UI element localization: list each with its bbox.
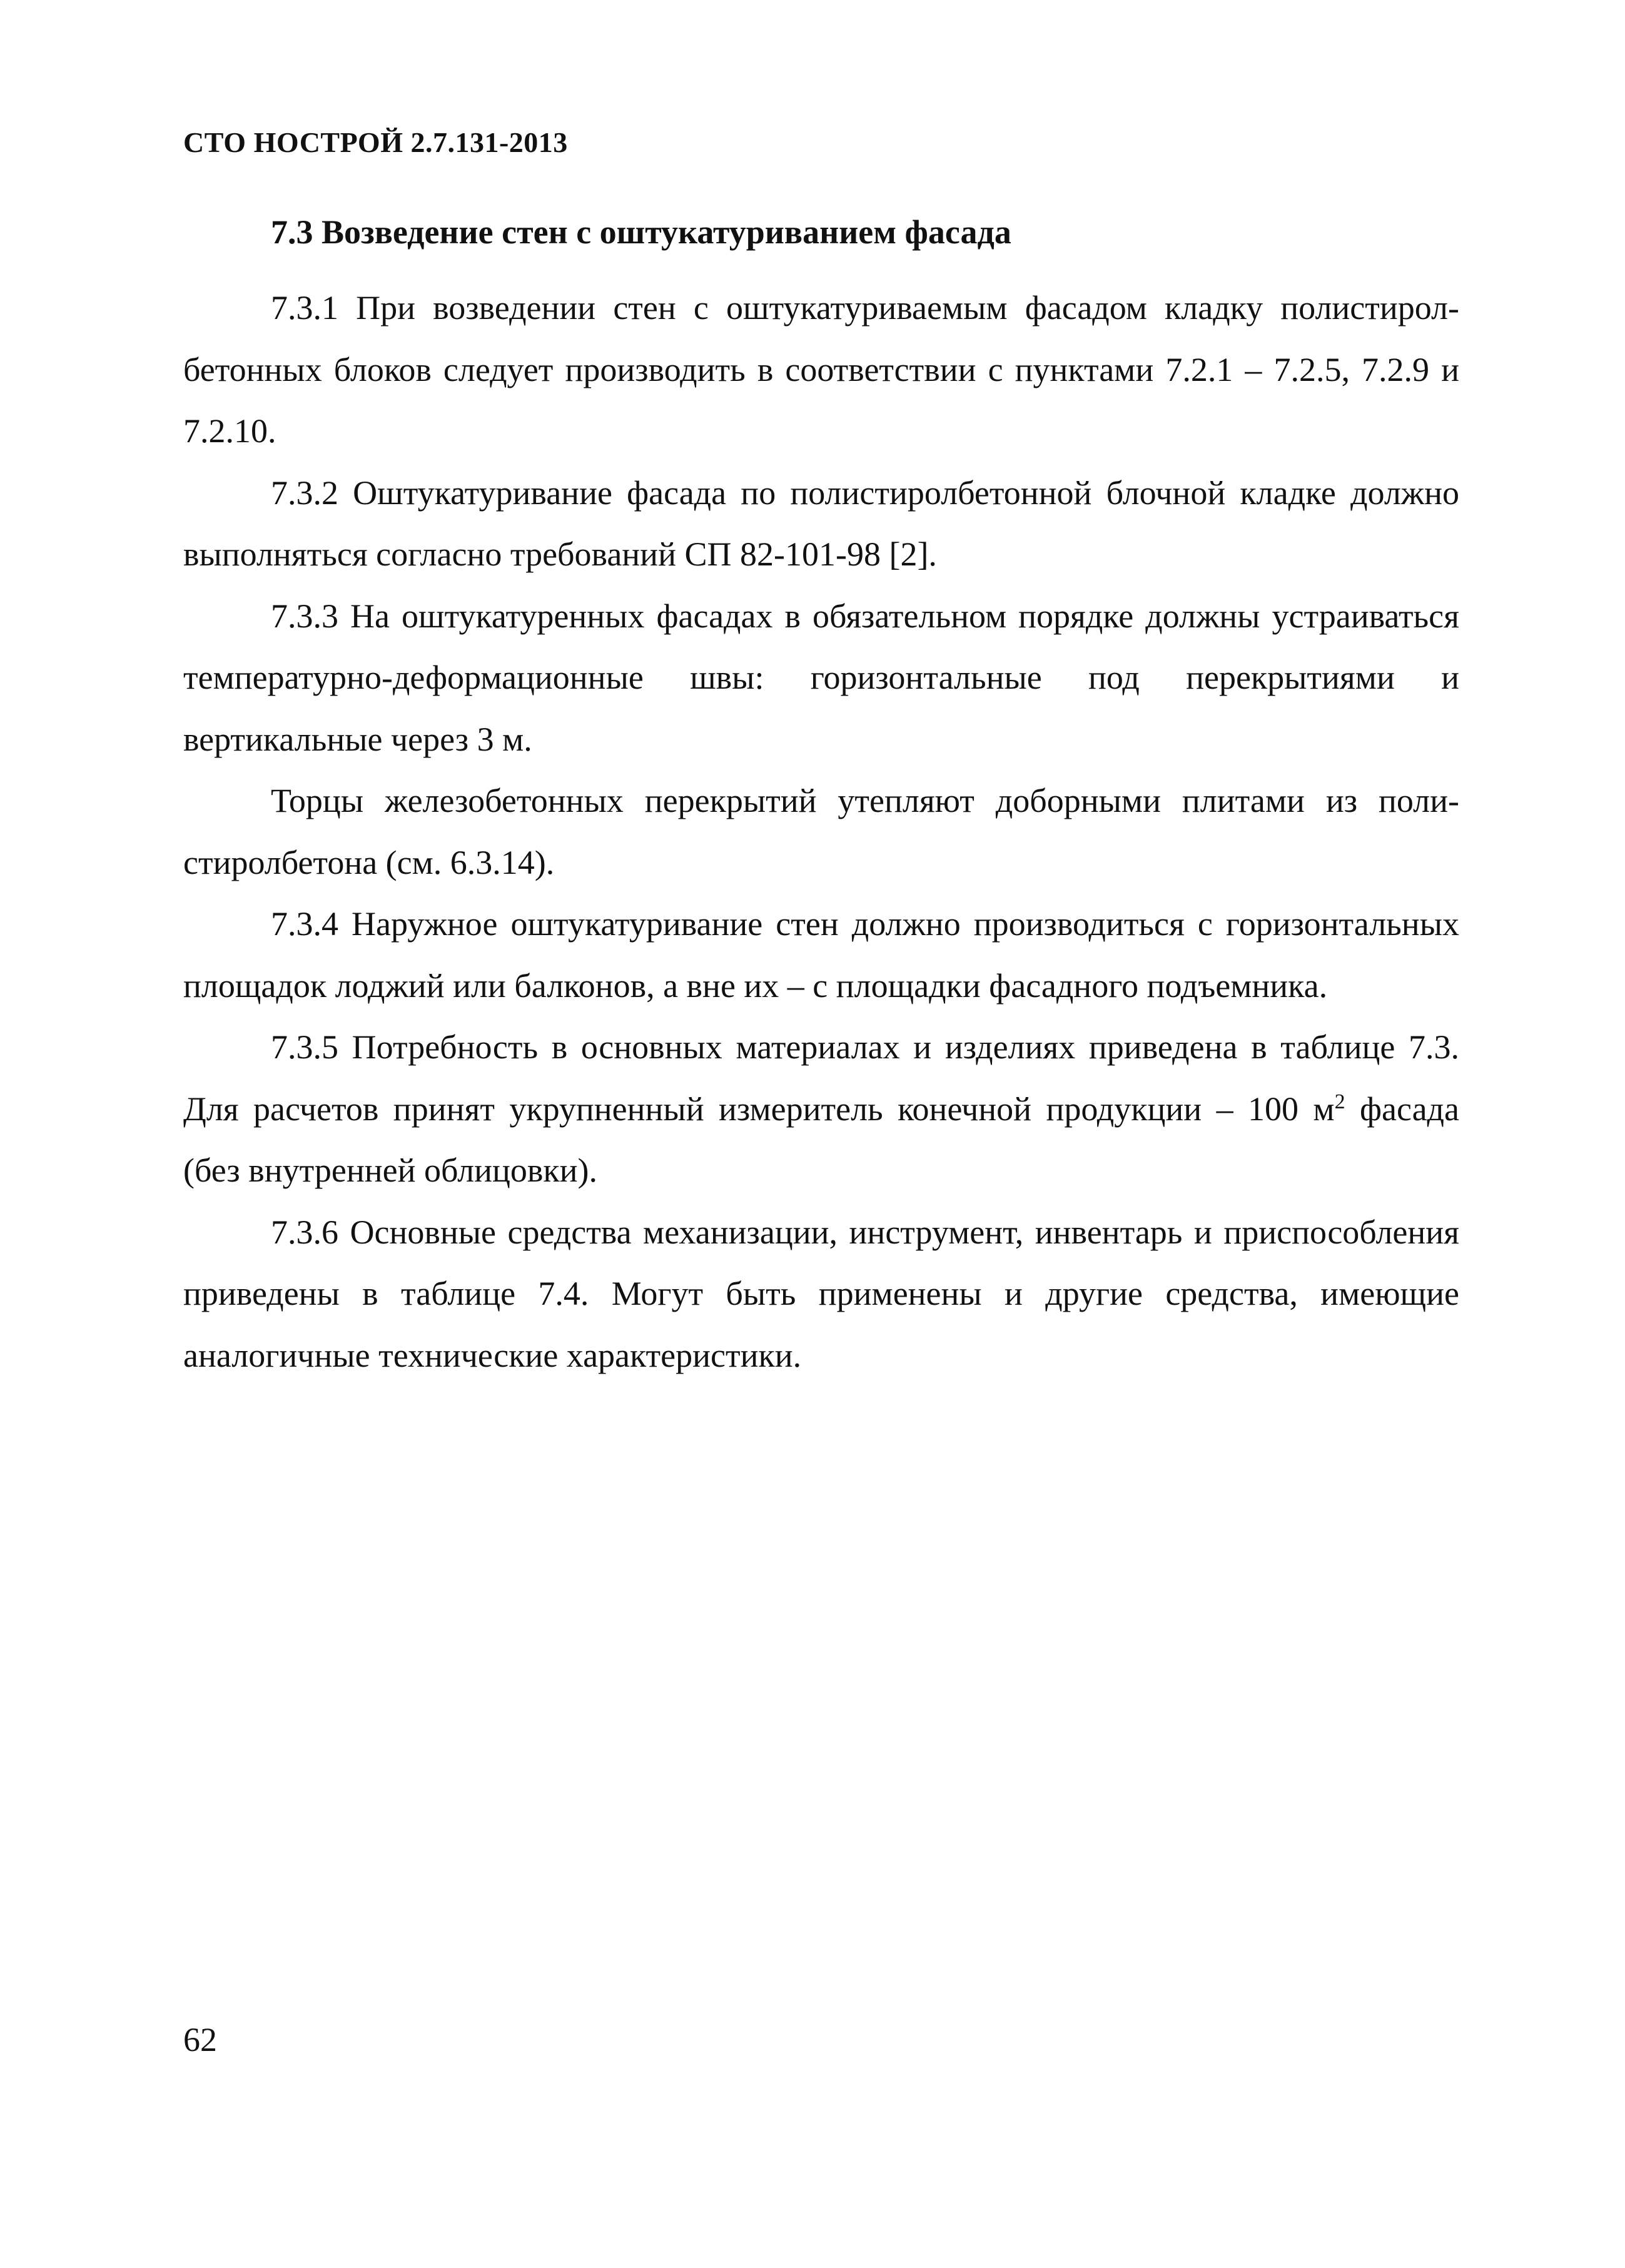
paragraph-7-3-5-text-end: фасада (без внутренней облицовки). — [183, 1090, 1459, 1189]
section-title: 7.3 Возведение стен с оштукатуриванием фасада — [271, 213, 1011, 251]
document-code-header: СТО НОСТРОЙ 2.7.131-2013 — [183, 126, 568, 158]
paragraph-7-3-4: 7.3.4 Наружное оштукатуривание стен должно производиться с горизонтальных площадок лоджий или балконов, а вне их – с площадки фасадного подъемника. — [183, 905, 1459, 1005]
paragraph-7-3-5-text: 7.3.5 Потребность в основных материалах и изделиях приведена в таблице 7.3. Для расчетов принят укрупненный измеритель конечной продукции – 100 м — [183, 1028, 1459, 1128]
paragraph-7-3-3-continuation: Торцы железобетонных перекрытий утепляют доборными плитами из полистиролбетона (см. 6.3.14). — [183, 782, 1459, 881]
page-number: 62 — [183, 2021, 217, 2058]
paragraph-7-3-5 — [183, 1016, 1459, 1202]
paragraph-7-3-6: 7.3.6 Основные средства механизации, инструмент, инвентарь и приспособления приведены в таблице 7.4. Могут быть применены и другие средства, имеющие аналогичные технические характеристики. — [183, 1213, 1459, 1374]
paragraph-7-3-1: 7.3.1 При возведении стен с оштукатуриваемым фасадом кладку полистиролбетонных блоков следует производить в соответствии с пунктами 7.2.1 – 7.2.5, 7.2.9 и 7.2.10. — [183, 289, 1459, 450]
paragraph-7-3-2: 7.3.2 Оштукатуривание фасада по полистиролбетонной блочной кладке должно выполняться согласно требований СП 82-101-98 [2]. — [183, 473, 1459, 573]
section-body — [183, 277, 1459, 1386]
superscript-2: 2 — [1334, 1090, 1345, 1113]
paragraph-7-3-3: 7.3.3 На оштукатуренных фасадах в обязательном порядке должны устраиваться температурно-деформационные швы: горизонтальные под перекрытиями и вертикальные через 3 м. — [183, 597, 1459, 758]
